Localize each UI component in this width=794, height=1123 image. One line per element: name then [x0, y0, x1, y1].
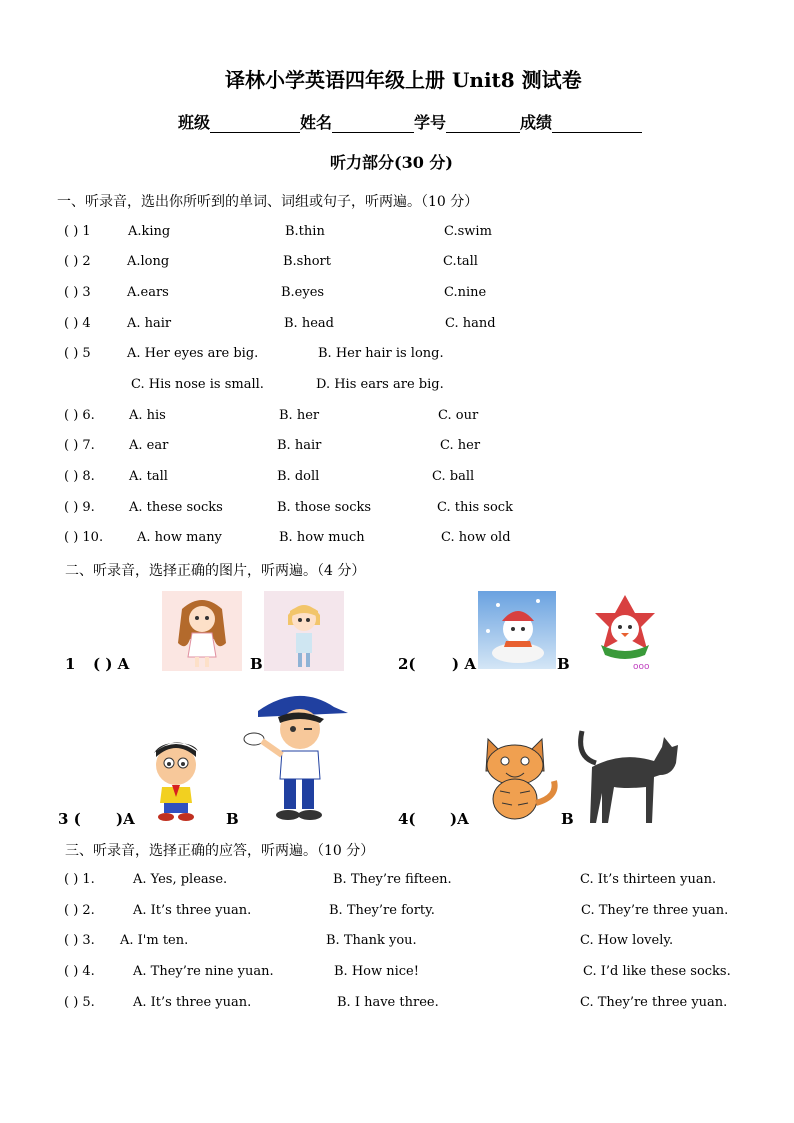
- section2-heading: 二、听录音，选择正确的图片，听两遍。（4 分）: [65, 563, 366, 579]
- option-c: C.swim: [444, 224, 492, 239]
- tiger-cat-picture[interactable]: [470, 727, 562, 823]
- snowman-picture[interactable]: [478, 591, 556, 669]
- option-b: B. They’re forty.: [329, 903, 435, 918]
- q3-option-b: B: [226, 810, 239, 828]
- option-c: C. They’re three yuan.: [581, 903, 729, 918]
- svg-text:ooo: ooo: [633, 662, 650, 671]
- q4-number: 4(: [398, 810, 416, 828]
- option-c: C. hand: [445, 316, 496, 331]
- option-c: C. It’s thirteen yuan.: [580, 872, 717, 887]
- option-b: B. Her hair is long.: [318, 346, 444, 361]
- option-b: B. head: [284, 316, 334, 331]
- option-a: A. these socks: [129, 500, 223, 515]
- option-a: A. tall: [129, 469, 168, 484]
- option-c: C. How lovely.: [580, 933, 674, 948]
- boy-short-picture[interactable]: [136, 733, 218, 823]
- boy-tall-picture[interactable]: [238, 683, 358, 823]
- q-number: ( ) 1: [64, 224, 91, 239]
- q-number: ( ) 1.: [64, 872, 95, 887]
- q-number: ( ) 3: [64, 285, 91, 300]
- option-b: B. They’re fifteen.: [333, 872, 452, 887]
- q1-option-b: B: [250, 655, 263, 673]
- name-label: 姓名: [300, 113, 333, 132]
- score-blank[interactable]: [552, 116, 642, 133]
- snowman-star-picture[interactable]: [585, 593, 665, 671]
- page-title: 译林小学英语四年级上册 Unit8 测试卷: [225, 68, 582, 92]
- q-number: ( ) 7.: [64, 438, 95, 453]
- q-number: ( ) 8.: [64, 469, 95, 484]
- option-c: C. our: [438, 408, 479, 423]
- option-b: B. those socks: [277, 500, 372, 515]
- q-number: ( ) 4: [64, 316, 91, 331]
- name-blank[interactable]: [332, 116, 414, 133]
- option-a: A. Yes, please.: [133, 872, 228, 887]
- q-number: ( ) 6.: [64, 408, 95, 423]
- section3-heading: 三、听录音，选择正确的应答，听两遍。（10 分）: [65, 843, 375, 859]
- option-a: A. It’s three yuan.: [133, 995, 252, 1010]
- option-c: C.nine: [444, 285, 487, 300]
- option-d: D. His ears are big.: [316, 377, 444, 392]
- score-label: 成绩: [520, 113, 553, 132]
- q1-number: 1: [65, 655, 76, 673]
- option-a: A.ears: [127, 285, 169, 300]
- option-c: C. this sock: [437, 500, 513, 515]
- q2-option-b: B: [557, 655, 570, 673]
- q3-choice: )A: [116, 810, 135, 828]
- number-blank[interactable]: [446, 116, 520, 133]
- q-number: ( ) 5.: [64, 995, 95, 1010]
- part-title: 听力部分(30 分): [330, 153, 453, 172]
- option-b: B. Thank you.: [326, 933, 417, 948]
- option-c: C. I’d like these socks.: [583, 964, 731, 979]
- option-b: B. How nice!: [334, 964, 419, 979]
- option-a: A.long: [127, 254, 170, 269]
- number-label: 学号: [414, 113, 447, 132]
- option-b: B. hair: [277, 438, 322, 453]
- girl-long-hair-picture[interactable]: [162, 591, 242, 671]
- class-blank[interactable]: [210, 116, 300, 133]
- option-c: C. her: [440, 438, 481, 453]
- option-a: A. his: [129, 408, 166, 423]
- option-b: B. her: [279, 408, 320, 423]
- q-number: ( ) 5: [64, 346, 91, 361]
- option-b: B. doll: [277, 469, 320, 484]
- q1-choice: ( ) A: [93, 655, 130, 673]
- q-number: ( ) 2.: [64, 903, 95, 918]
- q2-number: 2(: [398, 655, 416, 673]
- q2-choice: ) A: [452, 655, 476, 673]
- option-c: C.tall: [443, 254, 478, 269]
- q-number: ( ) 9.: [64, 500, 95, 515]
- q3-number: 3 (: [58, 810, 81, 828]
- option-b: B.thin: [285, 224, 325, 239]
- option-b: B.eyes: [281, 285, 325, 300]
- option-a: A. I'm ten.: [120, 933, 189, 948]
- info-line: [178, 110, 642, 133]
- q-number: ( ) 3.: [64, 933, 95, 948]
- q-number: ( ) 2: [64, 254, 91, 269]
- option-a: A. how many: [137, 530, 222, 545]
- option-b: B. how much: [279, 530, 365, 545]
- option-c: C. ball: [432, 469, 475, 484]
- option-b: B. I have three.: [337, 995, 439, 1010]
- option-c: C. His nose is small.: [131, 377, 264, 392]
- option-a: A. ear: [129, 438, 169, 453]
- option-a: A. hair: [127, 316, 172, 331]
- q4-choice: )A: [450, 810, 469, 828]
- option-b: B.short: [283, 254, 331, 269]
- q4-option-b: B: [561, 810, 574, 828]
- option-a: A. It’s three yuan.: [133, 903, 252, 918]
- option-a: A. They’re nine yuan.: [133, 964, 274, 979]
- option-c: C. how old: [441, 530, 511, 545]
- girl-short-hair-picture[interactable]: [264, 591, 344, 671]
- option-c: C. They’re three yuan.: [580, 995, 728, 1010]
- option-a: A.king: [128, 224, 171, 239]
- q-number: ( ) 4.: [64, 964, 95, 979]
- black-cat-picture[interactable]: [572, 727, 684, 827]
- option-a: A. Her eyes are big.: [127, 346, 259, 361]
- q-number: ( ) 10.: [64, 530, 104, 545]
- class-label: 班级: [178, 113, 211, 132]
- section1-heading: 一、听录音，选出你所听到的单词、词组或句子，听两遍。（10 分）: [57, 194, 479, 210]
